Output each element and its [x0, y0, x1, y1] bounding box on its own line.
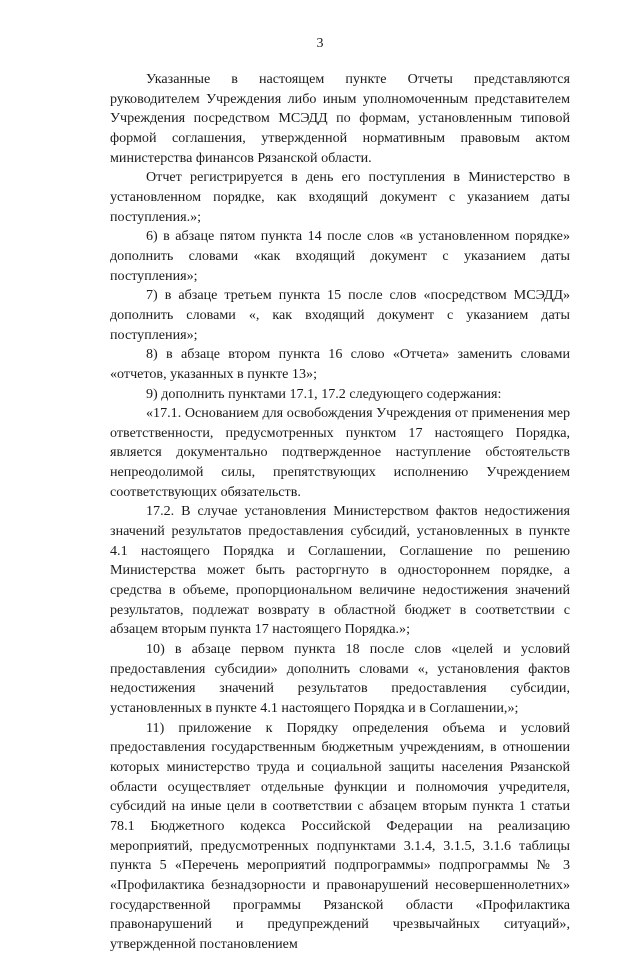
paragraph: 7) в абзаце третьем пункта 15 после слов «посредством МСЭДД» дополнить словами «, как входящий документ с указанием даты поступления»;	[110, 287, 570, 343]
paragraph: 17.2. В случае установления Министерством фактов недостижения значений результатов предоставления субсидий, установленных в пункте 4.1 настоящего Порядка и Соглашении, Соглашение по решению Министерства может быть расторгнуто в одностороннем порядке, а средства в объеме, пропорциональном величине недостижения значений результатов, подлежат возврату в областной бюджет в соответствии с абзацем вторым пункта 17 настоящего Порядка.»;	[110, 503, 570, 638]
paragraph: 9) дополнить пунктами 17.1, 17.2 следующего содержания:	[146, 385, 502, 402]
paragraph: 6) в абзаце пятом пункта 14 после слов «в установленном порядке» дополнить словами «как входящий документ с указанием даты поступления»;	[110, 228, 570, 284]
paragraph: 8) в абзаце втором пункта 16 слово «Отчета» заменить словами «отчетов, указанных в пункте 13»;	[110, 346, 570, 382]
paragraph: Указанные в настоящем пункте Отчеты представляются руководителем Учреждения либо иным уполномоченным представителем Учреждения посредством МСЭДД по формам, установленным типовой формой соглашения, утвержденной нормативным правовым актом министерства финансов Рязанской области.	[110, 71, 570, 166]
page-number: 3	[316, 36, 324, 51]
paragraph: 10) в абзаце первом пункта 18 после слов «целей и условий предоставления субсидии» дополнить словами «, установления фактов недостижения значений результатов предоставления субсидии, установленных в пункте 4.1 настоящего Порядка и в Соглашении,»;	[110, 641, 570, 716]
document-body	[110, 70, 570, 955]
paragraph: 11) приложение к Порядку определения объема и условий предоставления государственным бюджетным учреждениям, в отношении которых министерство труда и социальной защиты населения Рязанской области осуществляет отдельные функции и полномочия учредителя, субсидий на иные цели в соответствии с абзацем вторым пункта 1 статьи 78.1 Бюджетного кодекса Российской Федерации на реализацию мероприятий, предусмотренных подпунктами 3.1.4, 3.1.5, 3.1.6 таблицы пункта 5 «Перечень мероприятий подпрограммы» подпрограммы № 3 «Профилактика безнадзорности и правонарушений несовершеннолетних» государственной программы Рязанской области «Профилактика правонарушений и предупреждений чрезвычайных ситуаций», утвержденной постановлением	[110, 719, 570, 952]
paragraph: «17.1. Основанием для освобождения Учреждения от применения мер ответственности, предусмотренных пунктом 17 настоящего Порядка, является документально подтвержденное наступление обстоятельств непреодолимой силы, препятствующих исполнению Учреждением соответствующих обязательств.	[110, 405, 570, 500]
paragraph: Отчет регистрируется в день его поступления в Министерство в установленном порядке, как входящий документ с указанием даты поступления.»;	[110, 169, 570, 225]
